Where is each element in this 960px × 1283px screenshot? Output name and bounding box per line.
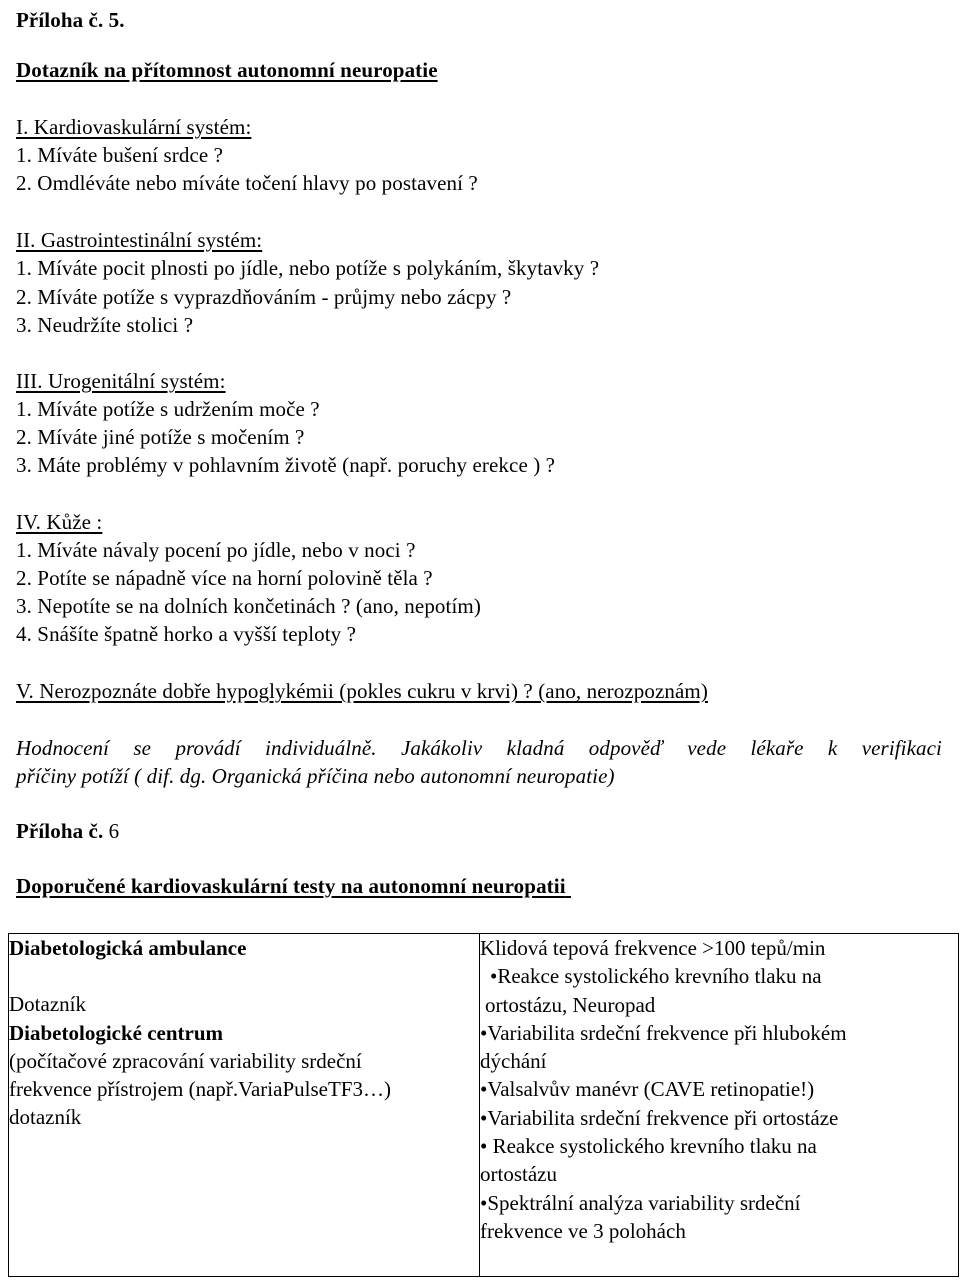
question-item: 2. Omdléváte nebo míváte točení hlavy po postavení ? <box>16 171 478 195</box>
facility-ambulance-method: Dotazník <box>9 992 86 1017</box>
section-heading-urogenital: III. Urogenitální systém: <box>16 369 226 393</box>
section-heading-skin: IV. Kůže : <box>16 510 103 534</box>
question-item: 1. Míváte bušení srdce ? <box>16 143 224 167</box>
section-heading-hypoglycemia: V. Nerozpoznáte dobře hypoglykémii (pokles cukru v krvi) ? (ano, nerozpoznám) <box>16 679 708 703</box>
test-line: ortostázu <box>480 1162 557 1187</box>
appendix-6-heading-number: 6 <box>103 819 120 843</box>
test-line: •Variabilita srdeční frekvence při ortostáze <box>480 1105 839 1130</box>
question-item: 3. Neudržíte stolici ? <box>16 313 194 337</box>
evaluation-note-line-1: Hodnocení se provádí individuálně. Jakákoliv kladná odpověď vede lékaře k verifikaci <box>16 736 942 760</box>
table-cell-facilities <box>9 934 480 1277</box>
test-line: •Variabilita srdeční frekvence při hlubokém <box>480 1020 847 1045</box>
questionnaire-title: Dotazník na přítomnost autonomní neuropatie <box>16 58 438 82</box>
appendix-5-heading: Příloha č. 5. <box>16 8 125 32</box>
test-line: frekvence ve 3 polohách <box>480 1218 686 1243</box>
question-item: 2. Míváte potíže s vyprazdňováním - průjmy nebo zácpy ? <box>16 285 512 309</box>
test-line: •Reakce systolického krevního tlaku na <box>490 964 822 989</box>
section-heading-gastrointestinal: II. Gastrointestinální systém: <box>16 228 263 252</box>
recommended-tests-title <box>16 872 571 900</box>
question-item: 3. Nepotíte se na dolních končetinách ? (ano, nepotím) <box>16 594 481 618</box>
test-line: dýchání <box>480 1049 547 1074</box>
test-line: •Valsalvův manévr (CAVE retinopatie!) <box>480 1077 815 1102</box>
question-item: 3. Máte problémy v pohlavním životě (např. poruchy erekce ) ? <box>16 453 556 477</box>
test-line: •Spektrální analýza variability srdeční <box>480 1190 801 1215</box>
facility-center: Diabetologické centrum <box>9 1020 224 1045</box>
question-item: 1. Míváte potíže s udržením moče ? <box>16 397 320 421</box>
appendix-6-heading-label: Příloha č. <box>16 819 104 843</box>
facility-center-method: (počítačové zpracování variability srdeční <box>9 1048 362 1073</box>
table-cell-tests <box>480 934 959 1277</box>
appendix-6-heading <box>16 817 119 845</box>
test-line: Klidová tepová frekvence >100 tepů/min <box>480 936 826 960</box>
section-heading-cardiovascular: I. Kardiovaskulární systém: <box>16 115 252 139</box>
recommended-tests-title-text: Doporučené kardiovaskulární testy na autonomní neuropatii <box>16 874 566 898</box>
facility-center-method: dotazník <box>9 1105 82 1130</box>
facility-center-method: frekvence přístrojem (např.VariaPulseTF3…) <box>9 1077 391 1102</box>
test-line: ortostázu, Neuropad <box>485 992 656 1017</box>
question-item: 1. Míváte návaly pocení po jídle, nebo v noci ? <box>16 538 416 562</box>
question-item: 1. Míváte pocit plnosti po jídle, nebo potíže s polykáním, škytavky ? <box>16 256 600 280</box>
evaluation-note-line-2: příčiny potíží ( dif. dg. Organická příčina nebo autonomní neuropatie) <box>16 764 615 788</box>
question-item: 2. Potíte se nápadně více na horní polovině těla ? <box>16 566 433 590</box>
question-item: 4. Snášíte špatně horko a vyšší teploty ? <box>16 622 357 646</box>
test-line: • Reakce systolického krevního tlaku na <box>480 1134 817 1159</box>
recommended-tests-table <box>8 933 959 1277</box>
question-item: 2. Míváte jiné potíže s močením ? <box>16 425 305 449</box>
facility-ambulance: Diabetologická ambulance <box>9 936 247 960</box>
table-row <box>9 934 959 1277</box>
